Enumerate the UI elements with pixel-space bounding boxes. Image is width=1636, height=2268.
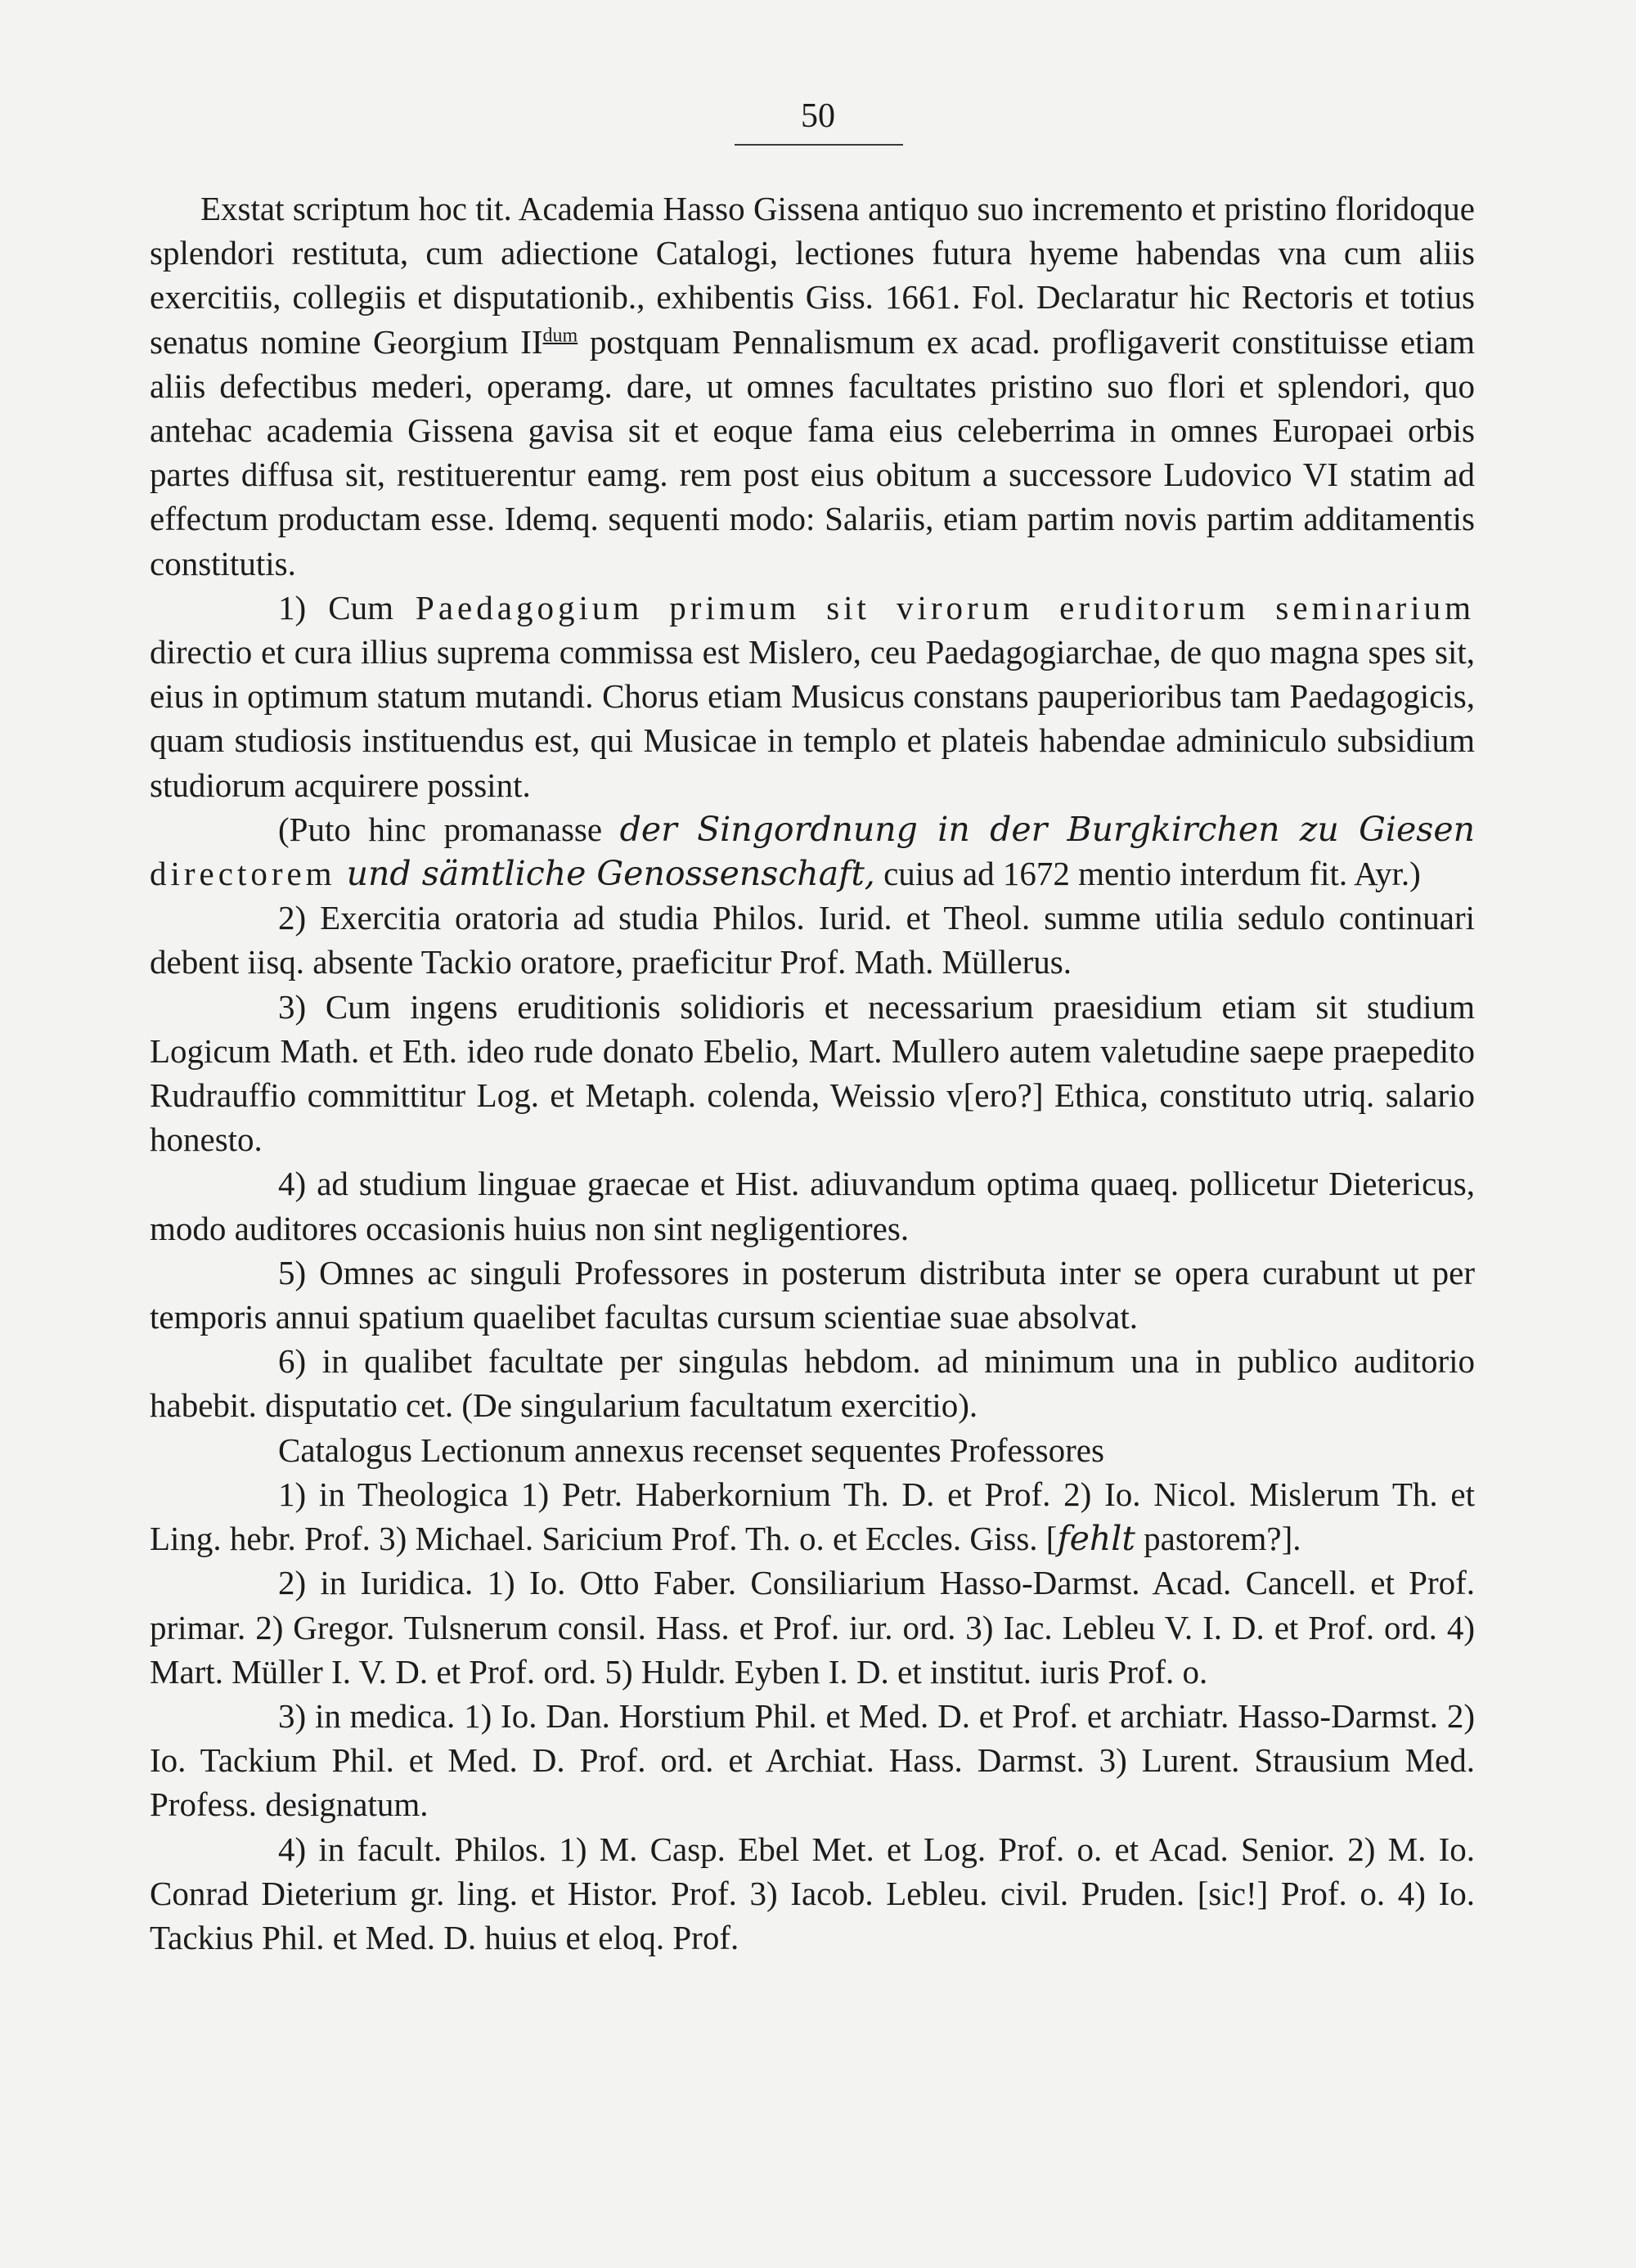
- paragraph-note: [150, 807, 1475, 896]
- superscript-dum: dum: [542, 324, 578, 346]
- paragraph-item-3: 3) Cum ingens eruditionis solidioris et necessarium praesidium etiam sit studium Logicum Math. et Eth. ideo rude donato Ebelio, Mart. Mullero autem valetudine saepe praepedito Rudrauffio committitur Log. et Metaph. colenda, Weissio v[ero?] Ethica, constituto utriq. salario honesto.: [150, 987, 1475, 1159]
- theologica-text-a: 1) in Theologica 1) Petr. Haberkornium Th. D. et Prof. 2) Io. Nicol. Mislerum Th. et Ling. hebr. Prof. 3) Michael. Saricium Prof. Th. o. et Eccles. Giss. [: [150, 1475, 1475, 1558]
- item-1-spaced-text: Paedagogium primum sit virorum eruditorum seminarium: [416, 588, 1475, 627]
- theologica-fraktur: fehlt: [1057, 1519, 1135, 1559]
- paragraph-item-1: [150, 586, 1475, 807]
- note-spaced: directorem: [150, 855, 336, 893]
- paragraph-medica: 3) in medica. 1) Io. Dan. Horstium Phil. et Med. D. et Prof. et archiatr. Hasso-Darmst. 2) Io. Tackium Phil. et Med. D. Prof. ord. et Archiat. Hass. Darmst. 3) Lurent. Strausium Med. Profess. designatum.: [150, 1696, 1475, 1824]
- paragraph-item-2: 2) Exercitia oratoria ad studia Philos. Iurid. et Theol. summe utilia sedulo continuari debent iisq. absente Tackio oratore, praeficitur Prof. Math. Müllerus.: [150, 899, 1475, 981]
- intro-text-b: postquam Pennalismum ex acad. profligaverit constituisse etiam aliis defectibus mederi, operamg. dare, ut omnes facultates pristino suo flori et splendori, quo antehac academia Gissena gavisa sit et eoque fama eius celeberrima in omnes Europaei orbis partes diffusa sit, restituerentur eamg. rem post eius obitum a successore Ludovico VI statim ad effectum productam esse. Idemq. sequenti modo: Salariis, etiam partim novis partim additamentis constitutis.: [150, 322, 1475, 582]
- paragraph-item-6: 6) in qualibet facultate per singulas hebdom. ad minimum una in publico auditorio habebit. disputatio cet. (De singularium facultatum exercitio).: [150, 1342, 1475, 1425]
- paragraph-philosophica: 4) in facult. Philos. 1) M. Casp. Ebel Met. et Log. Prof. o. et Acad. Senior. 2) M. Io. Conrad Dieterium gr. ling. et Histor. Prof. 3) Iacob. Lebleu. civil. Pruden. [sic!] Prof. o. 4) Io. Tackius Phil. et Med. D. huius et eloq. Prof.: [150, 1830, 1475, 1956]
- header-rule: [735, 144, 903, 146]
- item-1-number: 1) Cum: [278, 588, 416, 627]
- paragraph-theologica: [150, 1472, 1475, 1561]
- intro-text-a: Exstat scriptum hoc tit. Academia Hasso Gissena antiquo suo incremento et pristino floridoque splendori restituta, cum adiectione Catalogi, lectiones futura hyeme habendas vna cum aliis exercitiis, collegiis et disputationib., exhibentis Giss. 1661. Fol. Declaratur hic Rectoris et totius senatus nomine Georgium II: [150, 190, 1475, 361]
- body-text: [150, 186, 1475, 1960]
- note-fraktur-2: und sämtliche Genossenschaft,: [335, 854, 875, 894]
- note-text-a: (Puto hinc promanasse: [278, 810, 620, 848]
- paragraph-intro: [150, 186, 1475, 586]
- paragraph-item-5: 5) Omnes ac singuli Professores in posterum distributa inter se opera curabunt ut per temporis annui spatium quaelibet facultas cursum scientiae suae absolvat.: [150, 1253, 1475, 1336]
- item-1-rest: directio et cura illius suprema commissa est Mislero, ceu Paedagogiarchae, de quo magna spes sit, eius in optimum statum mutandi. Chorus etiam Musicus constans pauperioribus tam Paedagogicis, quam studiosis instituendus est, qui Musicae in templo et plateis habendae adminiculo subsidium studiorum acquirere possint.: [150, 633, 1475, 804]
- note-text-b: cuius ad 1672 mentio interdum fit. Ayr.): [874, 855, 1421, 893]
- paragraph-iuridica: 2) in Iuridica. 1) Io. Otto Faber. Consiliarium Hasso-Darmst. Acad. Cancell. et Prof. primar. 2) Gregor. Tulsnerum consil. Hass. et Prof. iur. ord. 3) Iac. Lebleu V. I. D. et Prof. ord. 4) Mart. Müller I. V. D. et Prof. ord. 5) Huldr. Eyben I. D. et institut. iuris Prof. o.: [150, 1564, 1475, 1691]
- page-number: 50: [801, 97, 835, 135]
- paragraph-item-4: 4) ad studium linguae graecae et Hist. adiuvandum optima quaeq. pollicetur Dietericus, modo auditores occasionis huius non sint negligentiores.: [150, 1165, 1475, 1247]
- catalogus-heading: Catalogus Lectionum annexus recenset sequentes Professores: [278, 1430, 1104, 1469]
- theologica-text-b: pastorem?].: [1135, 1520, 1301, 1558]
- note-fraktur-1: der Singordnung in der Burgkirchen zu Giesen: [619, 809, 1475, 849]
